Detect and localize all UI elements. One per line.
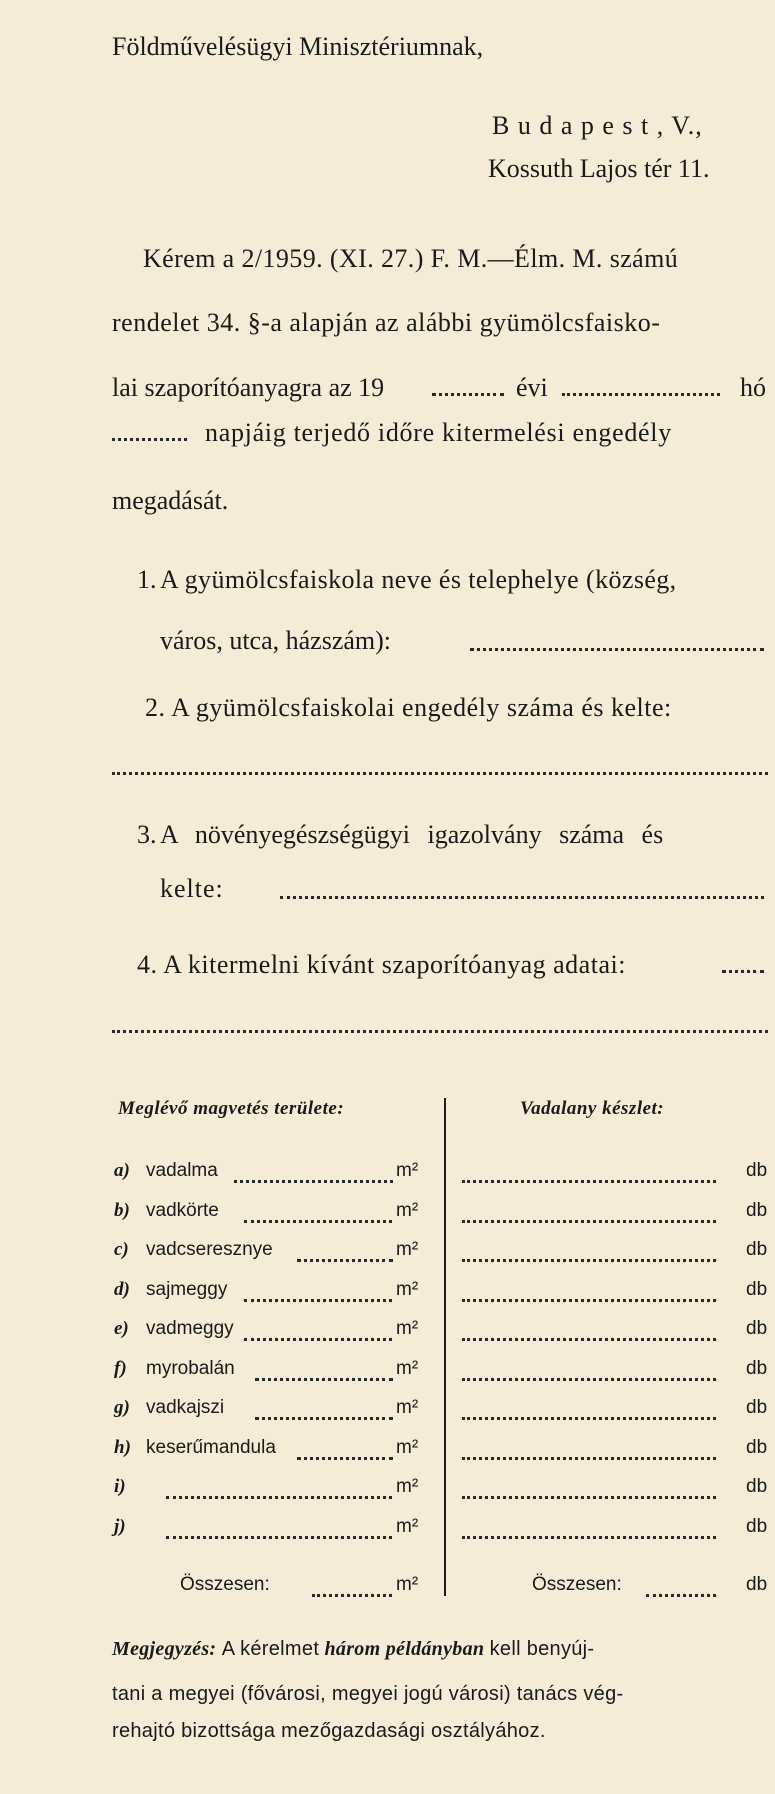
street-line: Kossuth Lajos tér 11. (488, 154, 710, 183)
total-area-blank (312, 1594, 392, 1597)
table-divider (444, 1098, 446, 1596)
area-blank (244, 1299, 392, 1302)
table-left-header: Meglévő magvetés területe: (118, 1098, 345, 1119)
addressee: Földművelésügyi Minisztériumnak, (112, 32, 484, 61)
request-line-5: megadását. (112, 486, 229, 515)
area-unit: m² (396, 1437, 419, 1458)
row-letter: f) (114, 1358, 127, 1379)
item-4-blank-end (722, 970, 764, 973)
note-text-1-end: kell benyúj- (489, 1638, 595, 1660)
request-line-3b: évi (516, 373, 548, 402)
row-letter: c) (114, 1239, 129, 1260)
count-blank (462, 1378, 716, 1381)
count-unit: db (746, 1516, 768, 1537)
item-2-blank (112, 772, 768, 775)
note-line-3: rehajtó bizottsága mezőgazdasági osztályához. (112, 1720, 546, 1742)
row-name: vadcseresznye (146, 1239, 273, 1260)
item-2-text: 2. A gyümölcsfaiskolai engedély száma és kelte: (145, 693, 672, 722)
area-unit: m² (396, 1516, 419, 1537)
area-blank (244, 1338, 392, 1341)
total-left-label: Összesen: (180, 1574, 270, 1595)
item-1-number: 1. (137, 565, 157, 594)
count-blank (462, 1180, 716, 1183)
row-name: vadalma (146, 1160, 218, 1181)
note-line-1 (112, 1638, 594, 1661)
total-area-unit: m² (396, 1574, 419, 1595)
row-letter: i) (114, 1476, 126, 1497)
area-blank (234, 1180, 393, 1183)
row-name: vadkörte (146, 1200, 219, 1221)
row-name: vadmeggy (146, 1318, 234, 1339)
area-unit: m² (396, 1397, 419, 1418)
count-blank (462, 1338, 716, 1341)
month-blank (562, 393, 720, 396)
note-line-2: tani a megyei (fővárosi, megyei jogú városi) tanács vég- (112, 1683, 624, 1705)
note-label: Megjegyzés: (112, 1638, 217, 1660)
count-blank (462, 1299, 716, 1302)
area-blank (255, 1417, 393, 1420)
count-unit: db (746, 1239, 768, 1260)
count-unit: db (746, 1397, 768, 1418)
area-blank (166, 1536, 392, 1539)
count-unit: db (746, 1200, 768, 1221)
year-blank (432, 393, 504, 396)
area-unit: m² (396, 1160, 419, 1181)
area-blank (255, 1378, 393, 1381)
item-4-text: 4. A kitermelni kívánt szaporítóanyag adatai: (137, 950, 626, 979)
item-4-blank (112, 1030, 768, 1033)
item-1-blank (470, 648, 764, 651)
row-name: keserűmandula (146, 1437, 276, 1458)
count-blank (462, 1259, 716, 1262)
table-right-header: Vadalany készlet: (520, 1098, 665, 1119)
count-unit: db (746, 1476, 768, 1497)
request-line-3a: lai szaporítóanyagra az 19 (112, 373, 385, 402)
row-letter: b) (114, 1200, 130, 1221)
area-blank (166, 1496, 392, 1499)
count-unit: db (746, 1279, 768, 1300)
item-1-continuation: város, utca, házszám): (160, 626, 392, 655)
row-name: vadkajszi (146, 1397, 225, 1418)
area-unit: m² (396, 1200, 419, 1221)
count-blank (462, 1457, 716, 1460)
city-line: B u d a p e s t , V., (492, 111, 703, 140)
count-unit: db (746, 1358, 768, 1379)
total-count-unit: db (746, 1574, 768, 1595)
item-3-number: 3. (137, 820, 157, 849)
row-letter: a) (114, 1160, 130, 1181)
row-letter: j) (114, 1516, 126, 1537)
request-line-1: Kérem a 2/1959. (XI. 27.) F. M.—Élm. M. számú (143, 244, 679, 273)
request-line-4: napjáig terjedő időre kitermelési engedély (205, 418, 672, 447)
count-blank (462, 1536, 716, 1539)
note-text-1: A kérelmet (221, 1638, 320, 1660)
area-unit: m² (396, 1476, 419, 1497)
item-3-text: A növényegészségügyi igazolvány száma és (160, 820, 664, 849)
area-unit: m² (396, 1358, 419, 1379)
row-letter: e) (114, 1318, 129, 1339)
area-blank (244, 1220, 392, 1223)
item-3-continuation: kelte: (160, 874, 224, 903)
row-name: myrobalán (146, 1358, 235, 1379)
count-unit: db (746, 1318, 768, 1339)
request-line-3c: hó (740, 373, 766, 402)
row-letter: h) (114, 1437, 131, 1458)
day-blank (112, 438, 187, 441)
row-letter: g) (114, 1397, 130, 1418)
area-unit: m² (396, 1318, 419, 1339)
row-letter: d) (114, 1279, 130, 1300)
item-3-blank (280, 896, 764, 899)
total-count-blank (646, 1594, 716, 1597)
item-1-text: A gyümölcsfaiskola neve és telephelye (község, (160, 565, 677, 594)
area-unit: m² (396, 1239, 419, 1260)
count-blank (462, 1220, 716, 1223)
request-line-2: rendelet 34. §-a alapján az alábbi gyümölcsfaisko- (112, 308, 661, 337)
count-unit: db (746, 1437, 768, 1458)
area-blank (297, 1457, 393, 1460)
note-emphasis: három példányban (324, 1638, 485, 1660)
area-blank (297, 1259, 393, 1262)
count-blank (462, 1496, 716, 1499)
row-name: sajmeggy (146, 1279, 228, 1300)
total-right-label: Összesen: (532, 1574, 622, 1595)
area-unit: m² (396, 1279, 419, 1300)
count-blank (462, 1417, 716, 1420)
count-unit: db (746, 1160, 768, 1181)
